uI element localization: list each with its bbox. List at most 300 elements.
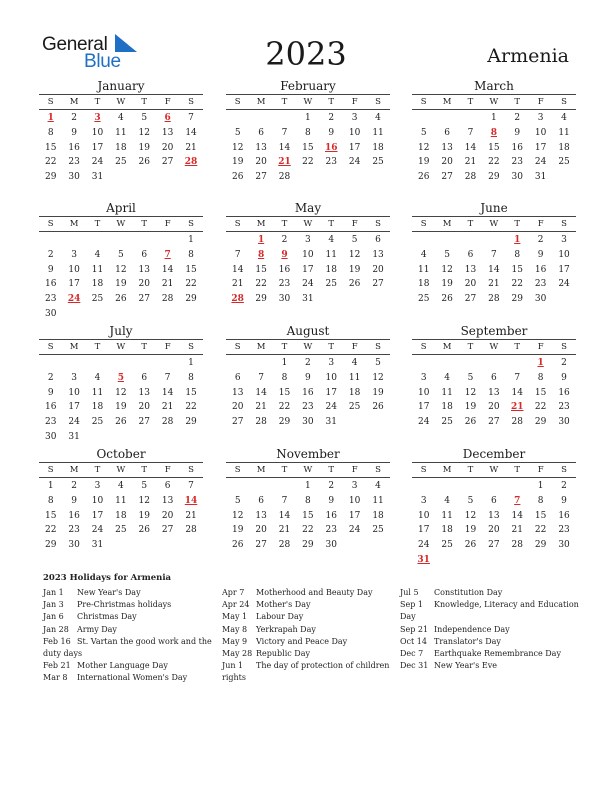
day-cell[interactable]: 7 (281, 127, 288, 138)
day-cell[interactable]: 31 (302, 294, 314, 305)
day-cell[interactable]: 19 (441, 279, 453, 290)
day-cell[interactable]: 13 (488, 510, 500, 521)
day-cell[interactable]: 29 (534, 540, 547, 551)
holiday-day-cell[interactable]: 24 (67, 294, 81, 305)
day-cell[interactable]: 6 (375, 235, 381, 245)
day-cell[interactable]: 24 (325, 402, 337, 413)
day-cell[interactable]: 25 (372, 157, 384, 168)
day-cell[interactable]: 21 (464, 157, 477, 168)
day-cell[interactable]: 25 (417, 294, 430, 305)
day-cell[interactable]: 19 (464, 525, 477, 536)
day-cell[interactable]: 6 (141, 249, 148, 260)
day-cell[interactable]: 18 (115, 510, 127, 521)
day-cell[interactable]: 28 (161, 417, 174, 428)
day-cell[interactable]: 8 (537, 495, 544, 506)
day-cell[interactable]: 27 (372, 279, 384, 290)
day-cell[interactable]: 25 (372, 525, 384, 536)
day-cell[interactable]: 12 (231, 142, 244, 153)
day-cell[interactable]: 15 (302, 510, 314, 521)
holiday-day-cell[interactable]: 7 (514, 495, 521, 506)
day-cell[interactable]: 1 (305, 481, 311, 491)
day-cell[interactable]: 1 (188, 235, 194, 245)
day-cell[interactable]: 6 (234, 372, 241, 383)
day-cell[interactable]: 14 (161, 264, 174, 275)
day-cell[interactable]: 29 (44, 540, 57, 551)
day-cell[interactable]: 8 (305, 495, 311, 506)
day-cell[interactable]: 2 (537, 235, 544, 245)
day-cell[interactable]: 10 (348, 495, 361, 506)
day-cell[interactable]: 8 (47, 495, 54, 506)
day-cell[interactable]: 11 (115, 495, 127, 506)
day-cell[interactable]: 21 (161, 402, 174, 413)
day-cell[interactable]: 13 (488, 387, 500, 398)
day-cell[interactable]: 9 (71, 495, 77, 506)
day-cell[interactable]: 7 (188, 481, 194, 491)
day-cell[interactable]: 25 (441, 417, 453, 428)
day-cell[interactable]: 11 (441, 510, 453, 521)
day-cell[interactable]: 18 (91, 402, 104, 413)
day-cell[interactable]: 18 (115, 142, 127, 153)
day-cell[interactable]: 4 (375, 113, 381, 123)
day-cell[interactable]: 17 (68, 279, 80, 290)
day-cell[interactable]: 20 (138, 402, 150, 413)
day-cell[interactable]: 5 (351, 235, 358, 245)
day-cell[interactable]: 17 (91, 142, 104, 153)
day-cell[interactable]: 22 (278, 402, 291, 413)
day-cell[interactable]: 8 (47, 127, 54, 138)
day-cell[interactable]: 30 (558, 417, 570, 428)
day-cell[interactable]: 30 (325, 540, 337, 551)
day-cell[interactable]: 18 (558, 142, 570, 153)
holiday-day-cell[interactable]: 21 (278, 157, 291, 168)
day-cell[interactable]: 27 (255, 540, 267, 551)
day-cell[interactable]: 2 (71, 113, 77, 123)
day-cell[interactable]: 18 (325, 264, 337, 275)
day-cell[interactable]: 17 (417, 525, 430, 536)
day-cell[interactable]: 25 (115, 157, 127, 168)
day-cell[interactable]: 13 (255, 142, 267, 153)
day-cell[interactable]: 18 (372, 510, 384, 521)
day-cell[interactable]: 15 (185, 264, 197, 275)
day-cell[interactable]: 11 (441, 387, 453, 398)
day-cell[interactable]: 25 (325, 279, 337, 290)
day-cell[interactable]: 24 (302, 279, 314, 290)
day-cell[interactable]: 11 (558, 127, 570, 138)
day-cell[interactable]: 17 (302, 264, 314, 275)
day-cell[interactable]: 22 (185, 402, 197, 413)
day-cell[interactable]: 11 (115, 127, 127, 138)
day-cell[interactable]: 20 (255, 157, 267, 168)
day-cell[interactable]: 26 (417, 172, 430, 183)
day-cell[interactable]: 20 (138, 279, 150, 290)
day-cell[interactable]: 24 (417, 540, 430, 551)
day-cell[interactable]: 11 (325, 249, 337, 260)
day-cell[interactable]: 16 (325, 510, 337, 521)
day-cell[interactable]: 14 (511, 510, 523, 521)
day-cell[interactable]: 12 (115, 387, 127, 398)
day-cell[interactable]: 15 (185, 387, 197, 398)
day-cell[interactable]: 27 (161, 525, 174, 536)
day-cell[interactable]: 26 (115, 417, 127, 428)
day-cell[interactable]: 12 (138, 127, 150, 138)
day-cell[interactable]: 7 (281, 495, 288, 506)
day-cell[interactable]: 13 (464, 264, 477, 275)
day-cell[interactable]: 29 (511, 294, 523, 305)
day-cell[interactable]: 8 (281, 372, 288, 383)
day-cell[interactable]: 19 (464, 402, 477, 413)
day-cell[interactable]: 10 (68, 264, 80, 275)
day-cell[interactable]: 12 (138, 495, 150, 506)
day-cell[interactable]: 30 (68, 540, 80, 551)
day-cell[interactable]: 19 (231, 157, 244, 168)
day-cell[interactable]: 7 (258, 372, 264, 383)
holiday-day-cell[interactable]: 3 (94, 113, 101, 123)
day-cell[interactable]: 17 (558, 264, 570, 275)
day-cell[interactable]: 19 (115, 402, 127, 413)
day-cell[interactable]: 10 (534, 127, 547, 138)
day-cell[interactable]: 1 (47, 481, 54, 491)
day-cell[interactable]: 23 (558, 525, 570, 536)
day-cell[interactable]: 3 (328, 358, 335, 368)
day-cell[interactable]: 22 (511, 279, 523, 290)
day-cell[interactable]: 9 (305, 372, 311, 383)
day-cell[interactable]: 10 (91, 127, 104, 138)
day-cell[interactable]: 31 (68, 431, 80, 442)
day-cell[interactable]: 16 (44, 279, 57, 290)
day-cell[interactable]: 15 (534, 510, 547, 521)
day-cell[interactable]: 29 (44, 172, 57, 183)
day-cell[interactable]: 3 (537, 113, 544, 123)
day-cell[interactable]: 10 (558, 249, 570, 260)
day-cell[interactable]: 14 (231, 264, 244, 275)
holiday-day-cell[interactable]: 6 (164, 113, 171, 123)
day-cell[interactable]: 1 (305, 113, 311, 123)
day-cell[interactable]: 22 (302, 525, 314, 536)
day-cell[interactable]: 12 (372, 372, 384, 383)
day-cell[interactable]: 17 (68, 402, 80, 413)
day-cell[interactable]: 15 (511, 264, 523, 275)
day-cell[interactable]: 27 (441, 172, 453, 183)
day-cell[interactable]: 4 (561, 113, 567, 123)
holiday-day-cell[interactable]: 14 (184, 495, 198, 506)
day-cell[interactable]: 22 (44, 157, 57, 168)
day-cell[interactable]: 20 (161, 510, 174, 521)
day-cell[interactable]: 18 (441, 402, 453, 413)
day-cell[interactable]: 27 (161, 157, 174, 168)
day-cell[interactable]: 25 (91, 417, 104, 428)
day-cell[interactable]: 30 (68, 172, 80, 183)
day-cell[interactable]: 12 (231, 510, 244, 521)
day-cell[interactable]: 27 (138, 417, 150, 428)
day-cell[interactable]: 9 (514, 127, 521, 138)
day-cell[interactable]: 28 (278, 540, 291, 551)
day-cell[interactable]: 16 (534, 264, 547, 275)
day-cell[interactable]: 30 (302, 417, 314, 428)
day-cell[interactable]: 2 (47, 249, 54, 260)
day-cell[interactable]: 21 (185, 142, 197, 153)
day-cell[interactable]: 22 (534, 525, 547, 536)
day-cell[interactable]: 17 (91, 510, 104, 521)
day-cell[interactable]: 16 (558, 510, 570, 521)
day-cell[interactable]: 3 (71, 249, 77, 260)
day-cell[interactable]: 20 (488, 525, 500, 536)
day-cell[interactable]: 11 (372, 495, 384, 506)
day-cell[interactable]: 16 (511, 142, 523, 153)
day-cell[interactable]: 15 (278, 387, 291, 398)
day-cell[interactable]: 20 (464, 279, 477, 290)
day-cell[interactable]: 8 (188, 249, 194, 260)
day-cell[interactable]: 5 (420, 127, 427, 138)
day-cell[interactable]: 18 (348, 387, 361, 398)
day-cell[interactable]: 11 (372, 127, 384, 138)
day-cell[interactable]: 2 (561, 481, 567, 491)
day-cell[interactable]: 29 (185, 417, 197, 428)
day-cell[interactable]: 25 (441, 540, 453, 551)
day-cell[interactable]: 16 (278, 264, 291, 275)
day-cell[interactable]: 7 (164, 372, 171, 383)
day-cell[interactable]: 23 (44, 294, 57, 305)
day-cell[interactable]: 13 (255, 510, 267, 521)
day-cell[interactable]: 8 (537, 372, 544, 383)
day-cell[interactable]: 24 (91, 157, 104, 168)
day-cell[interactable]: 7 (234, 249, 241, 260)
day-cell[interactable]: 6 (164, 481, 171, 491)
day-cell[interactable]: 13 (138, 387, 150, 398)
day-cell[interactable]: 9 (328, 495, 335, 506)
day-cell[interactable]: 22 (534, 402, 547, 413)
day-cell[interactable]: 19 (231, 525, 244, 536)
day-cell[interactable]: 18 (372, 142, 384, 153)
day-cell[interactable]: 28 (278, 172, 291, 183)
day-cell[interactable]: 20 (255, 525, 267, 536)
day-cell[interactable]: 19 (417, 157, 430, 168)
day-cell[interactable]: 23 (68, 525, 80, 536)
day-cell[interactable]: 26 (372, 402, 384, 413)
day-cell[interactable]: 28 (511, 540, 523, 551)
day-cell[interactable]: 31 (325, 417, 337, 428)
day-cell[interactable]: 9 (328, 127, 335, 138)
day-cell[interactable]: 28 (464, 172, 477, 183)
day-cell[interactable]: 2 (47, 372, 54, 383)
day-cell[interactable]: 3 (420, 372, 427, 383)
day-cell[interactable]: 15 (255, 264, 267, 275)
day-cell[interactable]: 28 (511, 417, 523, 428)
day-cell[interactable]: 4 (94, 249, 101, 260)
day-cell[interactable]: 6 (491, 495, 497, 506)
day-cell[interactable]: 5 (118, 249, 124, 260)
day-cell[interactable]: 2 (328, 481, 335, 491)
day-cell[interactable]: 20 (161, 142, 174, 153)
day-cell[interactable]: 26 (464, 417, 477, 428)
day-cell[interactable]: 7 (491, 249, 497, 260)
day-cell[interactable]: 15 (44, 142, 57, 153)
day-cell[interactable]: 17 (417, 402, 430, 413)
day-cell[interactable]: 24 (348, 157, 361, 168)
holiday-day-cell[interactable]: 1 (514, 235, 521, 245)
day-cell[interactable]: 3 (420, 495, 427, 506)
day-cell[interactable]: 26 (464, 540, 477, 551)
day-cell[interactable]: 24 (558, 279, 570, 290)
day-cell[interactable]: 3 (305, 235, 311, 245)
day-cell[interactable]: 9 (561, 372, 567, 383)
day-cell[interactable]: 30 (558, 540, 570, 551)
day-cell[interactable]: 12 (348, 249, 361, 260)
day-cell[interactable]: 24 (417, 417, 430, 428)
day-cell[interactable]: 10 (302, 249, 314, 260)
day-cell[interactable]: 29 (488, 172, 500, 183)
day-cell[interactable]: 29 (302, 540, 314, 551)
day-cell[interactable]: 9 (561, 495, 567, 506)
day-cell[interactable]: 13 (441, 142, 453, 153)
day-cell[interactable]: 12 (115, 264, 127, 275)
day-cell[interactable]: 21 (231, 279, 244, 290)
day-cell[interactable]: 22 (44, 525, 57, 536)
day-cell[interactable]: 1 (188, 358, 194, 368)
day-cell[interactable]: 6 (467, 249, 474, 260)
day-cell[interactable]: 4 (444, 372, 450, 383)
day-cell[interactable]: 17 (348, 142, 361, 153)
day-cell[interactable]: 17 (534, 142, 547, 153)
day-cell[interactable]: 29 (278, 417, 291, 428)
day-cell[interactable]: 22 (255, 279, 267, 290)
day-cell[interactable]: 8 (305, 127, 311, 138)
day-cell[interactable]: 15 (488, 142, 500, 153)
day-cell[interactable]: 21 (255, 402, 267, 413)
day-cell[interactable]: 1 (281, 358, 288, 368)
day-cell[interactable]: 21 (511, 525, 523, 536)
day-cell[interactable]: 18 (91, 279, 104, 290)
day-cell[interactable]: 7 (514, 372, 521, 383)
holiday-day-cell[interactable]: 8 (257, 249, 265, 260)
day-cell[interactable]: 6 (258, 127, 264, 138)
holiday-day-cell[interactable]: 31 (417, 554, 430, 565)
day-cell[interactable]: 2 (514, 113, 521, 123)
day-cell[interactable]: 14 (161, 387, 174, 398)
day-cell[interactable]: 14 (278, 510, 291, 521)
day-cell[interactable]: 22 (185, 279, 197, 290)
day-cell[interactable]: 20 (488, 402, 500, 413)
day-cell[interactable]: 2 (561, 358, 567, 368)
day-cell[interactable]: 8 (514, 249, 521, 260)
day-cell[interactable]: 19 (138, 142, 150, 153)
day-cell[interactable]: 2 (305, 358, 311, 368)
day-cell[interactable]: 28 (488, 294, 500, 305)
holiday-day-cell[interactable]: 5 (117, 372, 124, 383)
day-cell[interactable]: 14 (464, 142, 477, 153)
day-cell[interactable]: 23 (511, 157, 523, 168)
day-cell[interactable]: 4 (420, 249, 427, 260)
day-cell[interactable]: 29 (534, 417, 547, 428)
day-cell[interactable]: 24 (68, 417, 80, 428)
day-cell[interactable]: 25 (115, 525, 127, 536)
day-cell[interactable]: 31 (534, 172, 547, 183)
day-cell[interactable]: 14 (511, 387, 523, 398)
day-cell[interactable]: 4 (444, 495, 450, 506)
day-cell[interactable]: 5 (467, 372, 474, 383)
day-cell[interactable]: 23 (68, 157, 80, 168)
day-cell[interactable]: 11 (91, 387, 104, 398)
day-cell[interactable]: 10 (325, 372, 337, 383)
holiday-day-cell[interactable]: 16 (324, 142, 338, 153)
day-cell[interactable]: 29 (185, 294, 197, 305)
day-cell[interactable]: 7 (188, 113, 194, 123)
day-cell[interactable]: 10 (348, 127, 361, 138)
day-cell[interactable]: 26 (115, 294, 127, 305)
day-cell[interactable]: 26 (231, 172, 244, 183)
day-cell[interactable]: 15 (44, 510, 57, 521)
day-cell[interactable]: 6 (491, 372, 497, 383)
day-cell[interactable]: 19 (348, 264, 361, 275)
day-cell[interactable]: 21 (278, 525, 291, 536)
day-cell[interactable]: 27 (488, 417, 500, 428)
day-cell[interactable]: 21 (161, 279, 174, 290)
day-cell[interactable]: 6 (444, 127, 450, 138)
day-cell[interactable]: 21 (185, 510, 197, 521)
day-cell[interactable]: 13 (138, 264, 150, 275)
day-cell[interactable]: 16 (302, 387, 314, 398)
day-cell[interactable]: 13 (161, 495, 174, 506)
day-cell[interactable]: 25 (558, 157, 570, 168)
day-cell[interactable]: 27 (255, 172, 267, 183)
day-cell[interactable]: 13 (372, 249, 384, 260)
day-cell[interactable]: 2 (328, 113, 335, 123)
day-cell[interactable]: 24 (534, 157, 547, 168)
day-cell[interactable]: 9 (47, 387, 54, 398)
day-cell[interactable]: 11 (91, 264, 104, 275)
day-cell[interactable]: 13 (231, 387, 244, 398)
day-cell[interactable]: 9 (71, 127, 77, 138)
day-cell[interactable]: 27 (231, 417, 244, 428)
day-cell[interactable]: 23 (325, 525, 337, 536)
day-cell[interactable]: 11 (417, 264, 430, 275)
day-cell[interactable]: 10 (417, 387, 430, 398)
day-cell[interactable]: 8 (188, 372, 194, 383)
day-cell[interactable]: 23 (325, 157, 337, 168)
day-cell[interactable]: 18 (441, 525, 453, 536)
day-cell[interactable]: 22 (488, 157, 500, 168)
day-cell[interactable]: 19 (372, 387, 384, 398)
day-cell[interactable]: 20 (441, 157, 453, 168)
day-cell[interactable]: 9 (47, 264, 54, 275)
day-cell[interactable]: 3 (561, 235, 567, 245)
day-cell[interactable]: 5 (234, 127, 241, 138)
day-cell[interactable]: 12 (441, 264, 453, 275)
day-cell[interactable]: 28 (255, 417, 267, 428)
holiday-day-cell[interactable]: 21 (510, 402, 524, 413)
day-cell[interactable]: 4 (118, 113, 124, 123)
holiday-day-cell[interactable]: 1 (47, 113, 54, 123)
day-cell[interactable]: 15 (302, 142, 314, 153)
day-cell[interactable]: 19 (138, 510, 150, 521)
day-cell[interactable]: 27 (464, 294, 477, 305)
day-cell[interactable]: 4 (118, 481, 124, 491)
day-cell[interactable]: 26 (231, 540, 244, 551)
day-cell[interactable]: 21 (488, 279, 500, 290)
day-cell[interactable]: 30 (511, 172, 523, 183)
day-cell[interactable]: 16 (44, 402, 57, 413)
holiday-day-cell[interactable]: 28 (231, 294, 244, 305)
day-cell[interactable]: 17 (348, 510, 361, 521)
day-cell[interactable]: 2 (71, 481, 77, 491)
day-cell[interactable]: 14 (185, 127, 197, 138)
holiday-day-cell[interactable]: 1 (257, 235, 265, 245)
day-cell[interactable]: 4 (351, 358, 358, 368)
day-cell[interactable]: 14 (488, 264, 500, 275)
day-cell[interactable]: 26 (441, 294, 453, 305)
day-cell[interactable]: 3 (71, 372, 77, 383)
day-cell[interactable]: 6 (258, 495, 264, 506)
day-cell[interactable]: 27 (488, 540, 500, 551)
